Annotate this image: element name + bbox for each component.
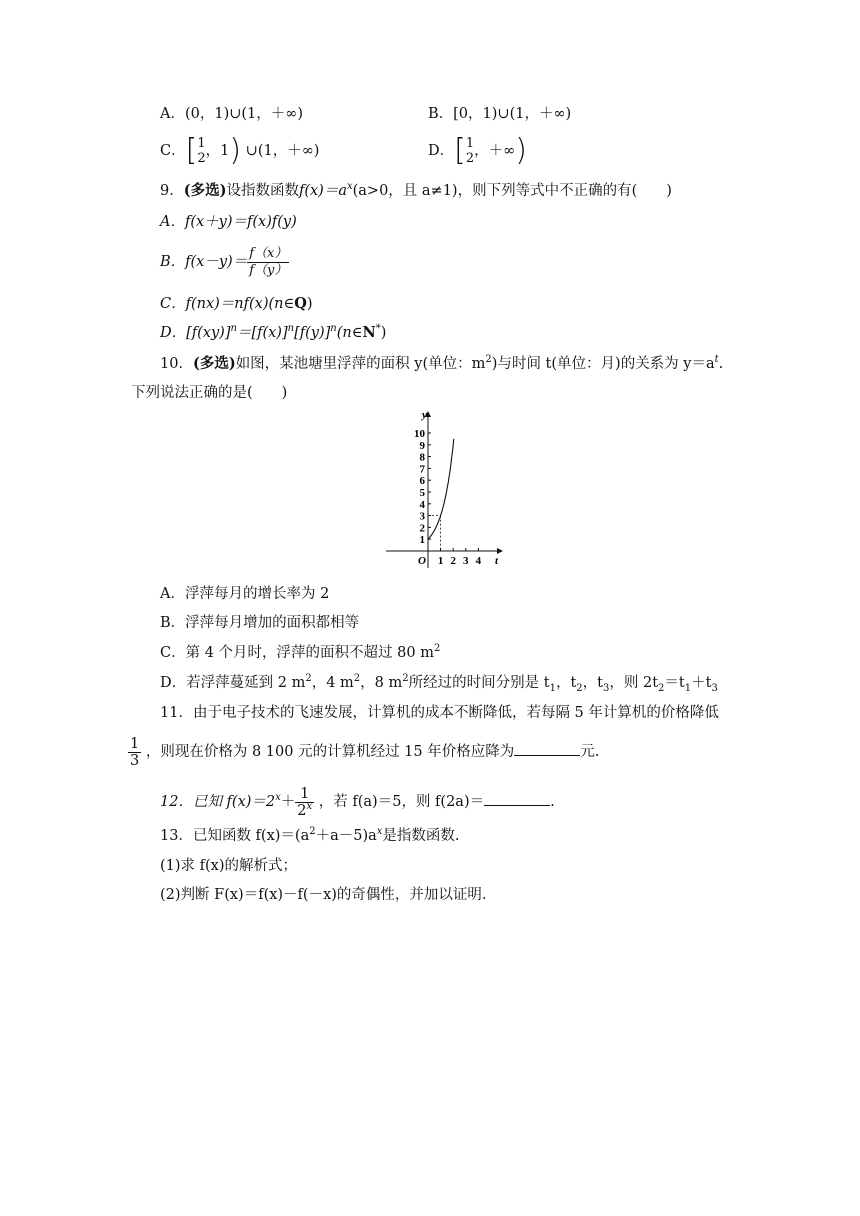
q10-option-d: D．若浮萍蔓延到 2 $m^2$，4 $m^2$，8 $m^2$所经过的时间分别是 $t_1$，$t_2$，$t_3$，则 $2t_2=t_1+t_3$: [160, 673, 718, 694]
y-tick-label: 1: [419, 534, 425, 547]
y-tick-label: 9: [419, 439, 425, 452]
q10-option-c: C．第 4 个月时，浮萍的面积不超过 80 $m^2$: [160, 643, 441, 661]
q11-line1: 11．由于电子技术的飞速发展，计算机的成本不断降低，若每隔 5 年计算机的价格降低: [160, 705, 719, 721]
y-tick-label: 8: [419, 451, 425, 464]
y-axis-label: y: [422, 409, 427, 421]
q10-stem-line2: 下列说法正确的是( ): [131, 385, 288, 401]
y-tick-label: 5: [419, 487, 425, 499]
q9-option-c: C．f(nx)＝nf(x)(n∈Q): [160, 295, 313, 312]
q8-option-c: C．[ 1 2 ，1) ∪(1，＋∞): [160, 133, 320, 168]
q13-part1: (1)求 f(x)的解析式；: [160, 858, 298, 874]
q9-option-d: D．$[f(xy)]^n=[f(x)]^n[f(y)]^n(n\in N^*)$: [160, 323, 387, 341]
q12-stem: 12．已知 $f(x)=2^x+$ $\frac{1}{2^x}$ ，若 f(a)＝5，则 f(2a)＝ .: [160, 785, 555, 819]
q8-option-b: B．[0，1)∪(1，＋∞): [428, 106, 572, 122]
q9-option-b: B．f(x－y)＝ $\frac{f(x)}{f(y)}$: [160, 245, 288, 278]
y-tick-label: 3: [419, 510, 425, 523]
x-tick-label: 3: [463, 555, 469, 567]
y-tick-label: 7: [419, 463, 425, 476]
y-tick-label: 10: [414, 428, 425, 440]
q8-option-a: A．(0，1)∪(1，＋∞): [160, 106, 304, 122]
q11-answer-blank[interactable]: [514, 741, 580, 756]
y-tick-label: 6: [419, 475, 425, 488]
q13-part2: (2)判断 F(x)＝f(x)－f(－x)的奇偶性，并加以证明.: [160, 887, 487, 903]
exponential-graph: [382, 406, 506, 572]
q10-option-a: A．浮萍每月的增长率为 2: [160, 586, 330, 602]
x-tick-label: 1: [437, 555, 444, 567]
q12-answer-blank[interactable]: [484, 791, 550, 806]
origin-label: O: [418, 555, 426, 567]
y-tick-label: 4: [419, 498, 425, 511]
q10-option-b: B．浮萍每月增加的面积都相等: [160, 615, 360, 631]
q10-stem: 10．(多选)如图，某池塘里浮萍的面积 y(单位：$m^2$)与时间 t(单位：月)的关系为 $y=a^t$.: [160, 354, 724, 372]
x-tick-label: 2: [450, 555, 456, 567]
q8-option-d: D．[ 1 2 ，＋∞): [428, 133, 527, 168]
q11-line2: $\frac{1}{3}$ ，则现在价格为 8 100 元的计算机经过 15 年价格应降为 元.: [130, 735, 600, 769]
x-axis-label: t: [495, 555, 499, 567]
x-tick-label: 4: [475, 555, 482, 567]
q9-stem: 9．(多选)设指数函数$f(x)=a^x(a>0$，且 a≠1)，则下列等式中不正确的有( ): [160, 181, 672, 199]
q13-stem: 13．已知函数 $f(x)=(a^2+a-5)a^x$是指数函数.: [160, 826, 460, 844]
q9-option-a: A．f(x＋y)＝f(x)f(y): [160, 214, 297, 230]
y-tick-label: 2: [419, 522, 425, 535]
